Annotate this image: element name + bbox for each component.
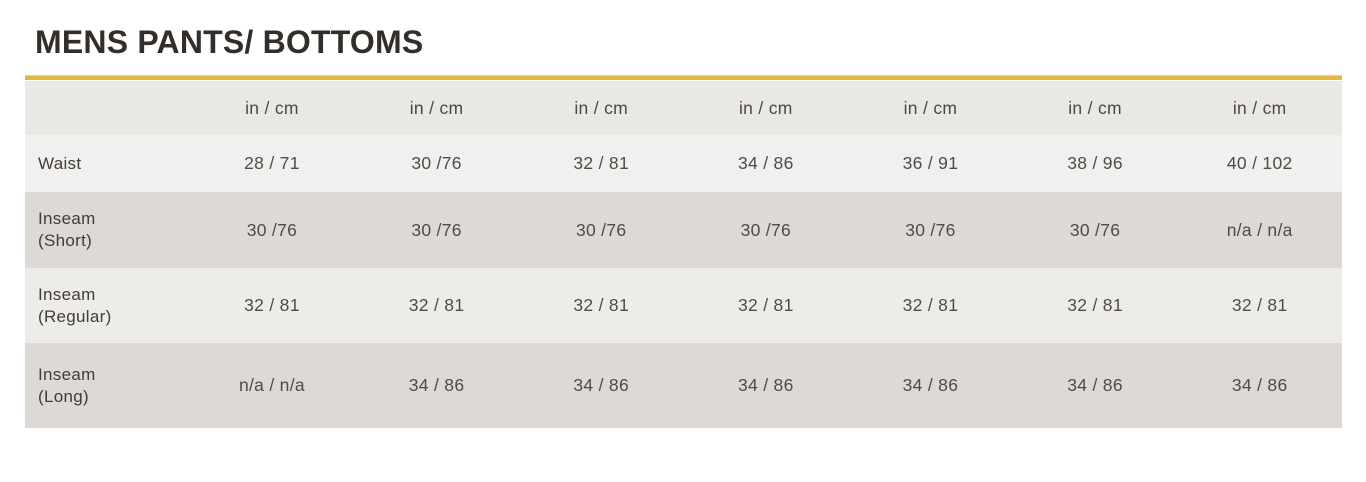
unit-header-cell: in / cm	[1068, 97, 1122, 118]
header-row	[25, 81, 1342, 135]
size-cell: 32 / 81	[738, 295, 794, 315]
row-label-line1: Inseam	[38, 284, 96, 304]
size-cell: 34 / 86	[408, 375, 465, 395]
size-cell: 32 / 81	[1067, 295, 1123, 315]
size-cell: n/a / n/a	[1226, 219, 1293, 240]
table-row-waist	[25, 135, 1342, 192]
row-label-line1: Waist	[38, 153, 82, 173]
unit-header-cell: in / cm	[738, 97, 793, 118]
size-cell: 30 /76	[575, 219, 627, 240]
size-cell: 34 / 86	[738, 375, 794, 395]
size-cell: 32 / 81	[1231, 295, 1288, 315]
size-cell: 32 / 81	[573, 153, 629, 173]
unit-header-cell: in / cm	[409, 97, 464, 118]
accent-rule	[25, 75, 1342, 80]
page-title: MENS PANTS/ BOTTOMS	[35, 24, 424, 60]
size-table	[25, 81, 1342, 428]
size-cell: 34 / 86	[902, 375, 959, 395]
row-label	[25, 208, 190, 252]
table-row-inseam-regular	[25, 268, 1342, 343]
table-row-inseam-long	[25, 343, 1342, 428]
size-cell: 34 / 86	[1067, 375, 1123, 395]
size-cell: 30 /76	[246, 219, 298, 240]
size-cell: 28 / 71	[244, 153, 300, 173]
size-cell: 30 /76	[905, 219, 956, 240]
row-label	[25, 284, 190, 328]
row-label-line1: Inseam	[38, 209, 96, 228]
size-cell: 32 / 81	[408, 295, 465, 315]
size-cell: 36 / 91	[902, 153, 959, 173]
size-cell: 38 / 96	[1067, 153, 1123, 173]
size-cell: 40 / 102	[1226, 153, 1293, 173]
size-cell: 32 / 81	[902, 295, 959, 315]
size-cell: n/a / n/a	[238, 375, 305, 395]
row-label-line1: Inseam	[38, 364, 96, 384]
unit-header-cell: in / cm	[574, 97, 628, 118]
size-cell: 34 / 86	[738, 153, 794, 173]
row-label	[25, 364, 190, 408]
size-cell: 30 /76	[1069, 219, 1121, 240]
row-label-line2: (Long)	[38, 386, 89, 406]
size-cell: 32 / 81	[244, 295, 300, 315]
row-label-line2: (Regular)	[38, 306, 112, 326]
size-cell: 34 / 86	[1231, 375, 1288, 395]
size-cell: 30 /76	[411, 153, 462, 173]
row-label	[25, 153, 190, 175]
unit-header-cell: in / cm	[245, 97, 299, 118]
size-cell: 34 / 86	[573, 375, 629, 395]
row-label-line2: (Short)	[38, 231, 93, 250]
size-cell: 30 /76	[411, 219, 462, 240]
size-cell: 32 / 81	[573, 295, 629, 315]
unit-header-cell: in / cm	[903, 97, 958, 118]
unit-header-cell: in / cm	[1232, 97, 1287, 118]
size-cell: 30 /76	[740, 219, 792, 240]
table-row-inseam-short	[25, 192, 1342, 268]
